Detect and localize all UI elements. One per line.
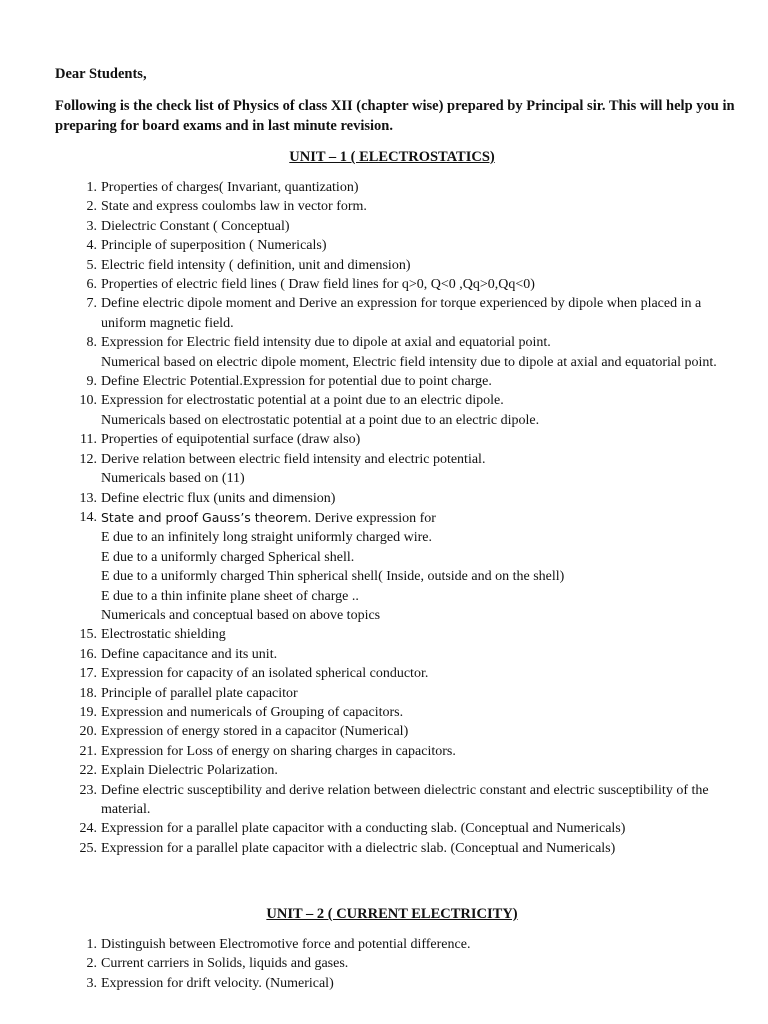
item-text: Define Electric Potential.Expression for potential due to point charge. <box>101 374 492 390</box>
item-number: 10. <box>79 393 97 409</box>
item-subtext: Numericals based on electrostatic potential at a point due to an electric dipole. <box>101 412 540 428</box>
intro-paragraph: Following is the check list of Physics of class XII (chapter wise) prepared by Principal sir. This will help you in preparing for board exams and in last minute revision. <box>55 98 735 134</box>
item-text: Expression for Electric field intensity due to dipole at axial and equatorial point. <box>101 335 551 351</box>
item-text: Dielectric Constant ( Conceptual) <box>101 218 290 234</box>
item-subtext: Numericals based on (11) <box>101 471 245 487</box>
item-number: 17. <box>79 666 97 682</box>
list-item <box>0 294 741 333</box>
unit-1-heading: UNIT – 1 ( ELECTROSTATICS) <box>289 149 495 165</box>
list-item <box>0 781 741 820</box>
list-item <box>0 508 741 625</box>
item-text: Principle of parallel plate capacitor <box>101 685 298 701</box>
item-number: 19. <box>79 704 97 720</box>
item-text: Distinguish between Electromotive force and potential difference. <box>101 937 471 952</box>
item-text: Define electric dipole moment and Derive an expression for torque experienced by dipole when placed in a uniform magnetic field. <box>101 296 702 331</box>
list-item <box>0 275 741 294</box>
item-text: Derive relation between electric field intensity and electric potential. <box>101 451 486 467</box>
item-number: 3. <box>86 975 97 991</box>
item-number: 18. <box>79 685 97 701</box>
list-item <box>0 217 741 236</box>
item-text: Explain Dielectric Polarization. <box>101 763 278 779</box>
unit-2-checklist <box>0 935 741 993</box>
item-subtext: E due to a uniformly charged Spherical shell. <box>101 549 355 565</box>
item-text: Expression of energy stored in a capacitor (Numerical) <box>101 724 409 740</box>
list-item <box>0 430 741 449</box>
item-number: 2. <box>86 199 97 215</box>
item-number: 21. <box>79 743 97 759</box>
item-text: Expression for electrostatic potential at a point due to an electric dipole. <box>101 393 504 409</box>
item-number: 3. <box>86 218 97 234</box>
item-number: 1. <box>86 937 97 952</box>
item-subtext: E due to a thin infinite plane sheet of charge .. <box>101 588 359 604</box>
item-number: 9. <box>86 374 97 390</box>
item-text: Expression for drift velocity. (Numerical) <box>101 975 334 991</box>
item-text: Current carriers in Solids, liquids and gases. <box>101 956 349 972</box>
item-number: 12. <box>79 451 97 467</box>
list-item <box>0 839 741 858</box>
list-item <box>0 645 741 664</box>
list-item <box>0 197 741 216</box>
list-item <box>0 722 741 741</box>
item-number: 14. <box>79 509 97 525</box>
item-number: 13. <box>79 490 97 506</box>
item-subtext: Numerical based on electric dipole moment, Electric field intensity due to dipole at axial and equatorial point. <box>101 354 717 370</box>
item-text: Expression for capacity of an isolated spherical conductor. <box>101 666 429 682</box>
list-item <box>0 819 741 838</box>
item-text: Define capacitance and its unit. <box>101 646 278 662</box>
item-text: Expression and numericals of Grouping of capacitors. <box>101 704 404 720</box>
item-number: 5. <box>86 257 97 273</box>
list-item <box>0 703 741 722</box>
list-item <box>0 372 741 391</box>
list-item <box>0 974 741 993</box>
list-item <box>0 178 741 197</box>
item-number: 22. <box>79 763 97 779</box>
item-text: Electric field intensity ( definition, unit and dimension) <box>101 257 411 273</box>
greeting: Dear Students, <box>55 66 147 82</box>
list-item <box>0 761 741 780</box>
item-subtext: E due to a uniformly charged Thin spherical shell( Inside, outside and on the shell) <box>101 569 565 585</box>
item-text: Expression for Loss of energy on sharing charges in capacitors. <box>101 743 456 759</box>
item-text: Principle of superposition ( Numericals) <box>101 238 327 254</box>
unit-1-checklist <box>0 178 741 858</box>
item-text: Properties of electric field lines ( Draw field lines for q>0, Q<0 ,Qq>0,Qq<0) <box>101 277 535 293</box>
list-item <box>0 935 741 954</box>
list-item <box>0 664 741 683</box>
list-item <box>0 684 741 703</box>
item-text: Properties of equipotential surface (draw also) <box>101 432 361 448</box>
item-text: State and express coulombs law in vector form. <box>101 199 367 215</box>
list-item <box>0 256 741 275</box>
item-number: 11. <box>80 432 97 448</box>
list-item <box>0 236 741 255</box>
item-subtext: Numericals and conceptual based on above topics <box>101 607 381 623</box>
item-text <box>101 508 741 528</box>
item-number: 24. <box>79 821 97 837</box>
list-item <box>0 450 741 489</box>
item-text: Define electric flux (units and dimension) <box>101 490 336 506</box>
list-item <box>0 333 741 372</box>
list-item <box>0 954 741 973</box>
item-number: 16. <box>79 646 97 662</box>
item-number: 2. <box>86 956 97 972</box>
list-item <box>0 489 741 508</box>
item-number: 25. <box>79 840 97 856</box>
item-number: 1. <box>86 180 97 195</box>
item-number: 7. <box>86 296 97 312</box>
item-text: Define electric susceptibility and derive relation between dielectric constant and electric susceptibility of the material. <box>101 782 709 817</box>
list-item <box>0 625 741 644</box>
item-number: 23. <box>79 782 97 798</box>
item-number: 20. <box>79 724 97 740</box>
list-item <box>0 391 741 430</box>
item-text: Expression for a parallel plate capacitor with a conducting slab. (Conceptual and Numericals) <box>101 821 626 837</box>
item-number: 8. <box>86 335 97 351</box>
item-text: Electrostatic shielding <box>101 627 226 643</box>
list-item <box>0 742 741 761</box>
unit-2-heading: UNIT – 2 ( CURRENT ELECTRICITY) <box>266 906 518 922</box>
item-subtext: E due to an infinitely long straight uniformly charged wire. <box>101 530 432 546</box>
gauss-theorem-text: State and proof Gauss’s theorem <box>101 509 308 525</box>
item-text: Properties of charges( Invariant, quantization) <box>101 180 359 195</box>
item-number: 6. <box>86 277 97 293</box>
item-text-continued: . Derive expression for <box>307 510 436 526</box>
item-text: Expression for a parallel plate capacitor with a dielectric slab. (Conceptual and Numericals) <box>101 840 616 856</box>
item-number: 4. <box>86 238 97 254</box>
item-number: 15. <box>79 627 97 643</box>
